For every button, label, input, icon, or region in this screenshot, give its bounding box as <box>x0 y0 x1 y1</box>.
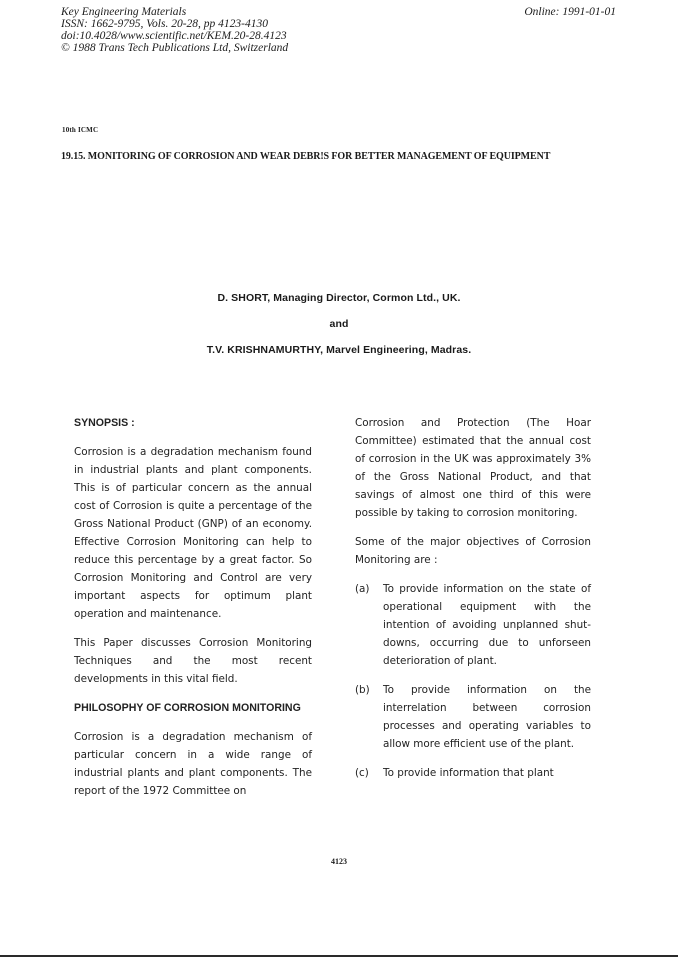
objective-item <box>355 580 591 670</box>
philosophy-heading: PHILOSOPHY OF CORROSION MONITORING <box>74 702 301 714</box>
objective-label: (b) <box>355 684 370 696</box>
author-1: D. SHORT, Managing Director, Cormon Ltd., UK. <box>217 292 461 304</box>
issn-line: ISSN: 1662-9795, Vols. 20-28, pp 4123-4130 <box>61 18 268 30</box>
bottom-rule <box>0 955 678 957</box>
objective-text: To provide information on the interrelation between corrosion processes and operating variables to allow more efficient use of the plant. <box>383 684 591 750</box>
synopsis-heading: SYNOPSIS : <box>74 417 135 429</box>
paper-title: 19.15. MONITORING OF CORROSION AND WEAR DEBR!S FOR BETTER MANAGEMENT OF EQUIPMENT <box>61 151 551 162</box>
objective-label: (c) <box>355 767 369 779</box>
objective-item <box>355 764 591 782</box>
journal-name: Key Engineering Materials <box>61 6 187 18</box>
left-column <box>74 414 312 811</box>
philosophy-paragraph: Corrosion is a degradation mechanism of particular concern in a wide range of industrial plants and plant components. The report of the 1972 Committee on <box>74 731 312 797</box>
doi-line: doi:10.4028/www.scientific.net/KEM.20-28.4123 <box>61 30 287 42</box>
conference-label: 10th ICMC <box>62 126 99 134</box>
objective-text: To provide information on the state of operational equipment with the intention of avoiding unplanned shut-downs, occurring due to unforseen deterioration of plant. <box>383 583 591 667</box>
synopsis-paragraph-2: This Paper discusses Corrosion Monitoring Techniques and the most recent developments in this vital field. <box>74 637 312 685</box>
right-paragraph-2: Some of the major objectives of Corrosion Monitoring are : <box>355 536 591 566</box>
objective-item <box>355 681 591 753</box>
synopsis-paragraph-1: Corrosion is a degradation mechanism found in industrial plants and plant components. This is of particular concern as the annual cost of Corrosion is quite a percentage of the Gross National Product (GNP) of an economy. Effective Corrosion Monitoring can help to reduce this percentage by a great factor. So Corrosion Monitoring and Control are very important aspects for optimum plant operation and maintenance. <box>74 446 312 620</box>
author-2: T.V. KRISHNAMURTHY, Marvel Engineering, Madras. <box>206 344 472 356</box>
copyright-line: © 1988 Trans Tech Publications Ltd, Switzerland <box>61 42 289 54</box>
right-column <box>355 414 591 793</box>
page-number: 4123 <box>331 857 347 866</box>
objective-text: To provide information that plant <box>383 767 554 779</box>
online-date: Online: 1991-01-01 <box>524 6 616 18</box>
journal-meta <box>61 6 288 54</box>
author-conjunction: and <box>329 318 349 330</box>
objective-label: (a) <box>355 583 370 595</box>
right-paragraph-1: Corrosion and Protection (The Hoar Committee) estimated that the annual cost of corrosion in the UK was approximately 3% of the Gross National Product, and that savings of almost one third of this were possible by taking to corrosion monitoring. <box>355 417 591 519</box>
